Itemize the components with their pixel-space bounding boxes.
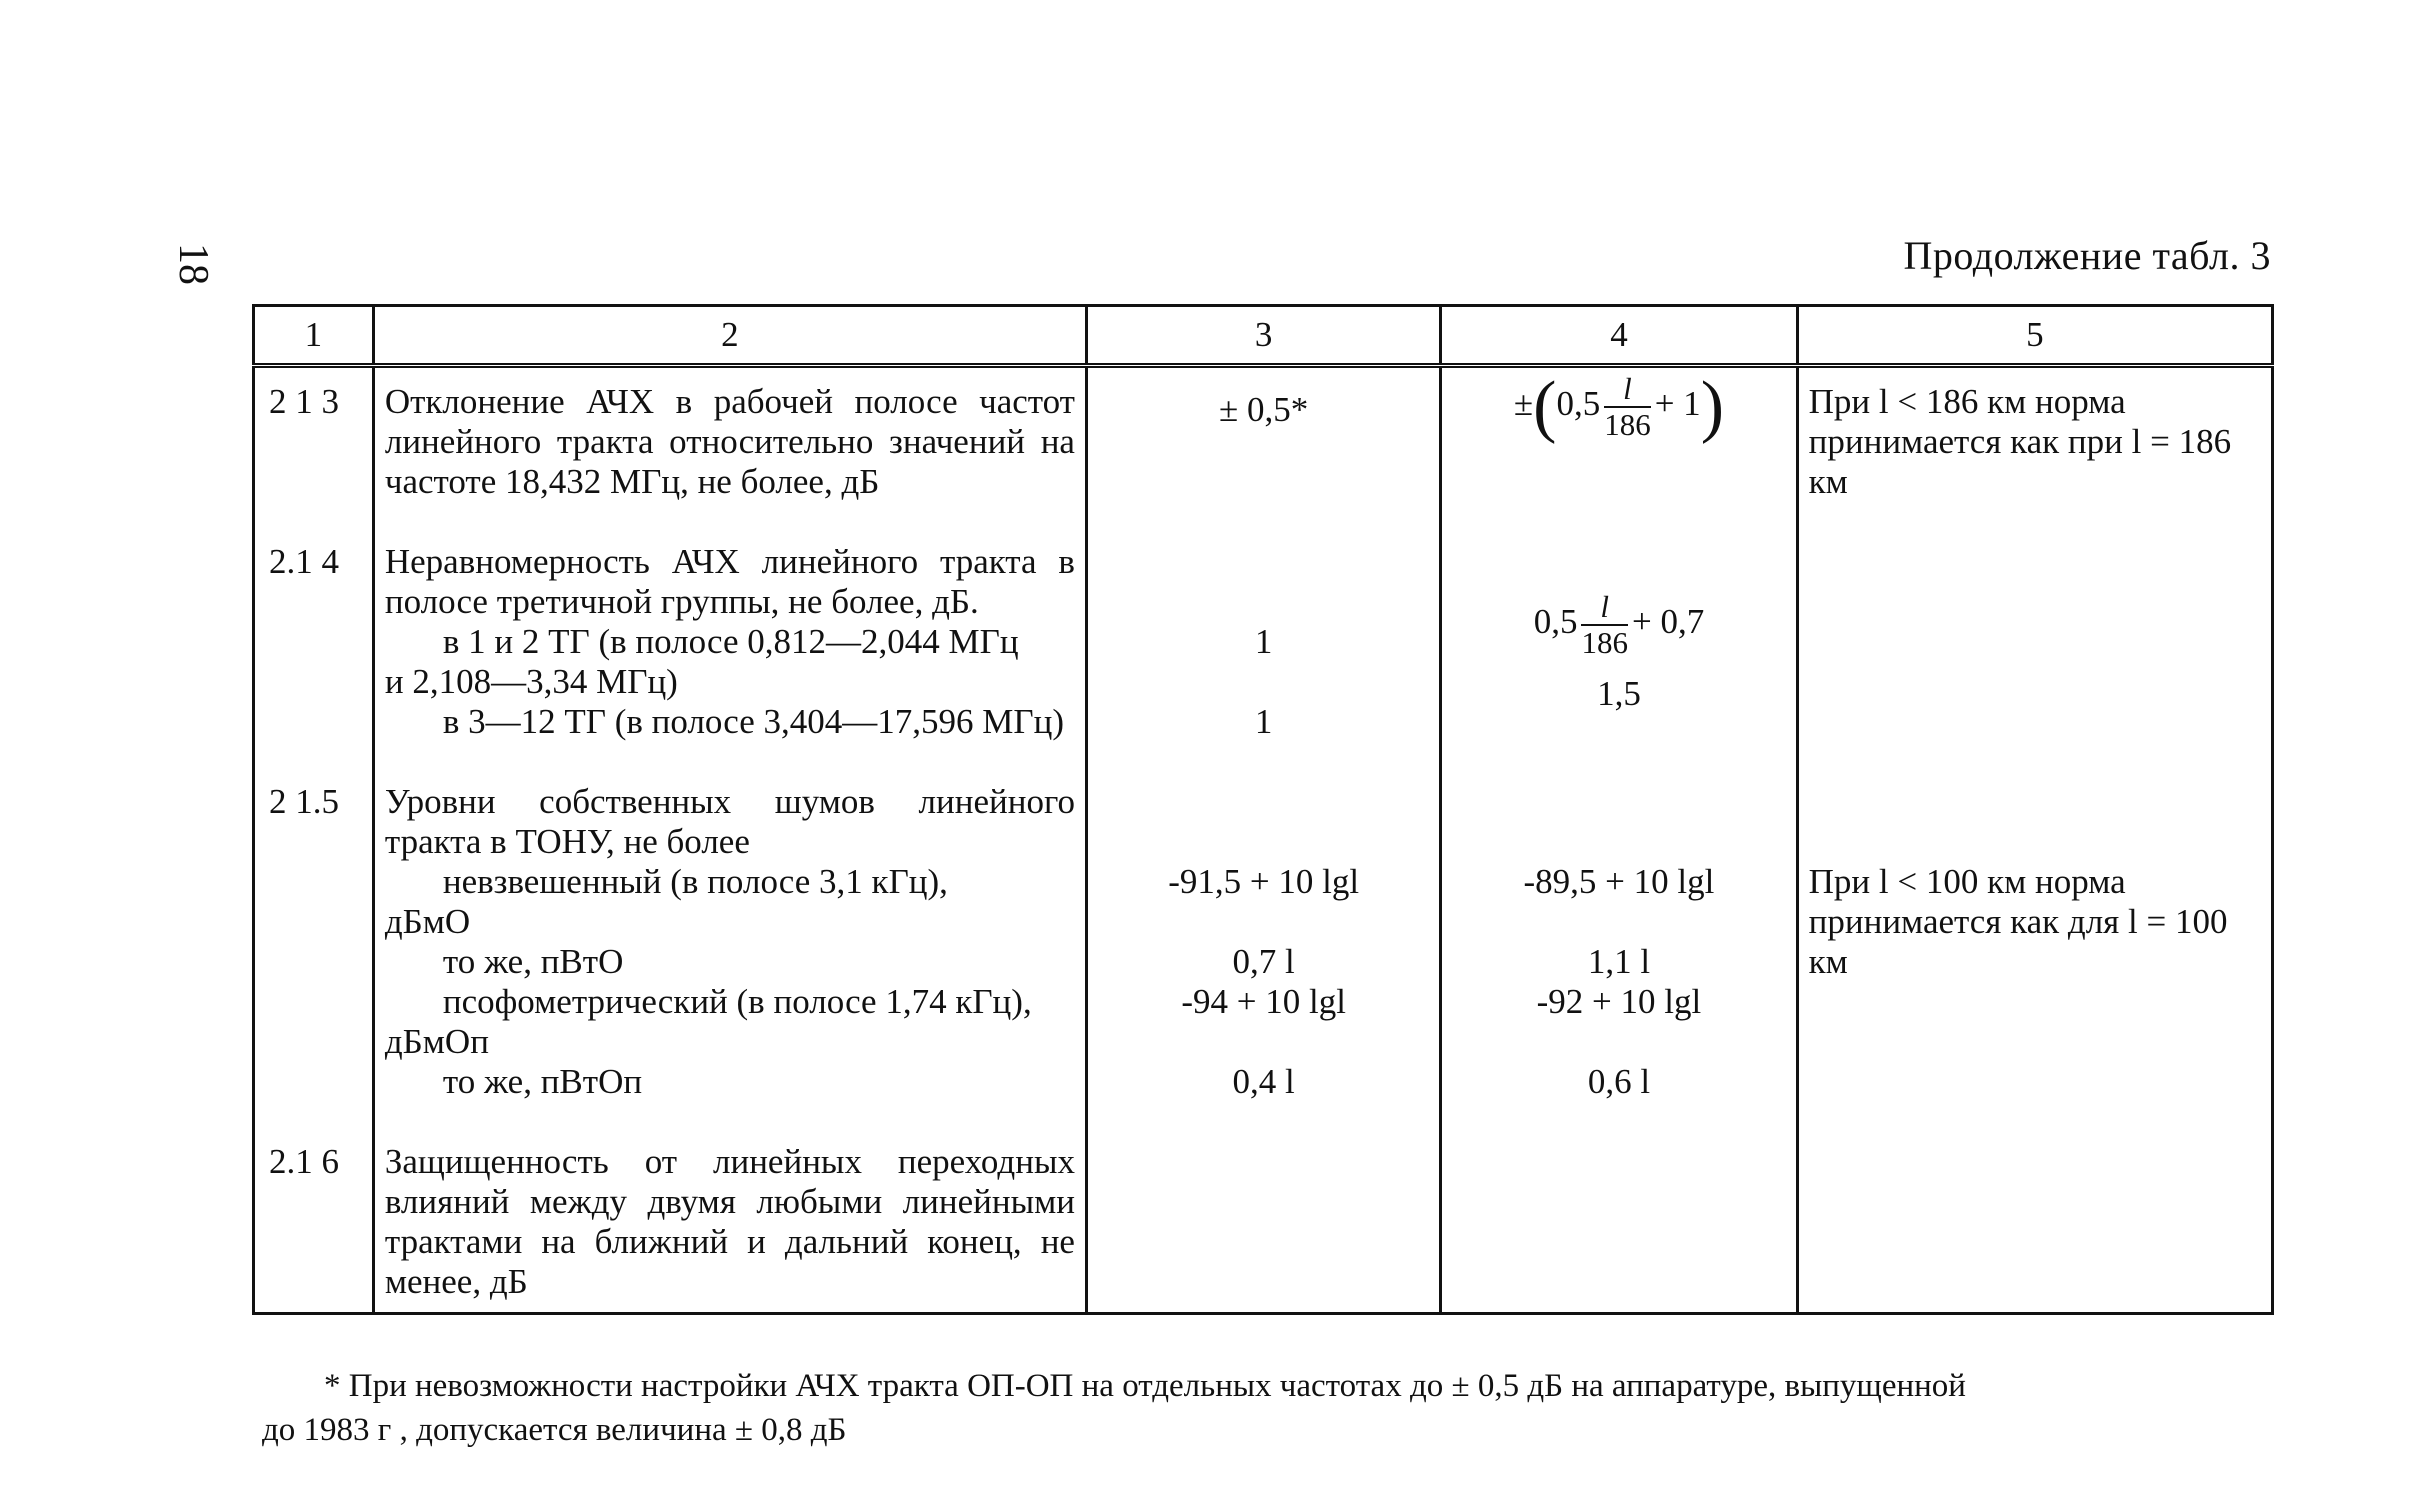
header-col-4: 4: [1441, 306, 1797, 366]
header-col-3: 3: [1086, 306, 1440, 366]
row-description: [373, 782, 1086, 1102]
sub-item-d: то же, пВтОп: [442, 1062, 643, 1101]
table-row: [254, 542, 2273, 742]
sub-item-a-cont: дБмО: [384, 902, 471, 941]
footnote: [262, 1364, 2262, 1452]
c-col3: -94 + 10 lgl: [1181, 982, 1346, 1021]
header-row: [254, 306, 2273, 366]
table-row: [254, 782, 2273, 1102]
coef: 0,5: [1556, 384, 1601, 424]
row-number: 2.1 6: [254, 1142, 374, 1314]
row-number: 2.1 4: [254, 542, 374, 742]
sub-item-1: в 1 и 2 ТГ (в полосе 0,812—2,044 МГц: [442, 622, 1019, 661]
row-number: 2 1 3: [254, 366, 374, 503]
footnote-line-2: до 1983 г , допускается величина ± 0,8 дБ: [262, 1412, 847, 1448]
addend: + 1: [1654, 384, 1701, 424]
a-col4: -89,5 + 10 lgl: [1523, 862, 1715, 901]
c-col4: -92 + 10 lgl: [1536, 982, 1702, 1021]
sub-item-a: невзвешенный (в полосе 3,1 кГц),: [442, 862, 948, 901]
row-description: [373, 542, 1086, 742]
continuation-label: Продолжение табл. 3: [1903, 233, 2271, 278]
value-col4: [1441, 782, 1797, 1102]
row-note: При l < 186 км норма принимается как при l = 186 км: [1797, 366, 2272, 503]
table-row: [254, 1142, 2273, 1314]
sub2-col3: 1: [1254, 702, 1273, 741]
d-col4: 0,6 l: [1587, 1062, 1651, 1101]
header-col-1: 1: [254, 306, 374, 366]
value-col4: ±(0,5 $\frac{l}{186}$ + 1): [1441, 366, 1797, 503]
value-col4: [1441, 542, 1797, 742]
sub-item-2: в 3—12 ТГ (в полосе 3,404—17,596 МГц): [442, 702, 1065, 741]
sub1-col3: 1: [1254, 622, 1273, 661]
row-note-text: При l < 100 км норма принимается как для l = 100 км: [1808, 862, 2228, 981]
fraction: $\frac{l}{186}$: [1604, 371, 1651, 442]
value-col3: [1086, 542, 1440, 742]
sub1-col4: 0,5 $\frac{l}{186}$ + 0,7: [1533, 588, 1705, 660]
value-col3: ± 0,5*: [1086, 366, 1440, 503]
row-description: Отклонение АЧХ в рабочей полосе частот линейного тракта относительно значений на частоте 18,432 МГц, не более, дБ: [373, 366, 1086, 503]
row-description: Защищенность от линейных переходных влияний между двумя любыми линейными трактами на ближний и дальний конец, не менее, дБ: [373, 1142, 1086, 1314]
sub-item-1-cont: и 2,108—3,34 МГц): [384, 662, 678, 701]
b-col3: 0,7 l: [1232, 942, 1295, 981]
row-note: [1797, 782, 2272, 1102]
row-description-text: Неравномерность АЧХ линейного тракта в полосе третичной группы, не более, дБ.: [384, 542, 1075, 621]
a-col3: -91,5 + 10 lgl: [1168, 862, 1360, 901]
value-col3: [1086, 782, 1440, 1102]
header-col-5: 5: [1797, 306, 2272, 366]
spec-table: [252, 304, 2274, 1315]
plus-minus: ±: [1513, 384, 1534, 424]
d-col3: 0,4 l: [1232, 1062, 1295, 1101]
sub-item-b: то же, пВтО: [442, 942, 624, 981]
row-number: 2 1.5: [254, 782, 374, 1102]
table-row: [254, 366, 2273, 503]
page-number: 18: [170, 243, 216, 285]
row-description-text: Уровни собственных шумов линейного тракта в ТОНУ, не более: [384, 782, 1075, 861]
b-col4: 1,1 l: [1587, 942, 1651, 981]
header-col-2: 2: [373, 306, 1086, 366]
sub-item-c-cont: дБмОп: [384, 1022, 489, 1061]
footnote-line-1: * При невозможности настройки АЧХ тракта ОП-ОП на отдельных частотах до ± 0,5 дБ на аппаратуре, выпущенной: [324, 1368, 1966, 1404]
sub2-col4: 1,5: [1597, 674, 1641, 713]
sub-item-c: псофометрический (в полосе 1,74 кГц),: [442, 982, 1032, 1021]
